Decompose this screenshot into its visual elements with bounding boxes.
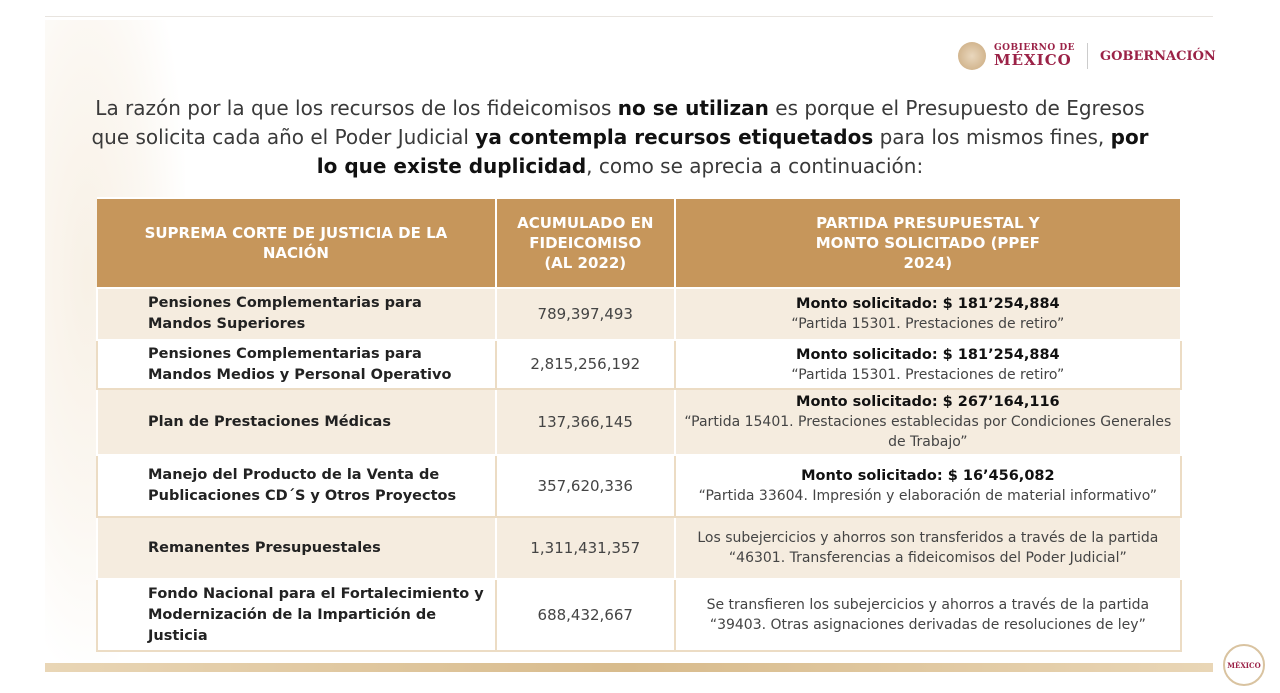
accumulated-amount: 2,815,256,192: [496, 340, 675, 389]
accumulated-amount: 789,397,493: [496, 288, 675, 340]
partida-cell: [675, 389, 1181, 455]
intro-part: La razón por la que los recursos de los fideicomisos: [95, 96, 618, 120]
fideicomiso-name: Pensiones Complementarias para Mandos Medios y Personal Operativo: [97, 340, 496, 389]
fideicomiso-name: Remanentes Presupuestales: [97, 517, 496, 579]
footer-bar: [45, 663, 1213, 672]
partida-text: “Partida 15401. Prestaciones establecidas por Condiciones Generales de Trabajo”: [684, 414, 1172, 450]
corner-logo-text: MÉXICO: [1227, 660, 1261, 670]
partida-cell: [675, 517, 1181, 579]
gobierno-de-mexico-logo: [958, 42, 1216, 70]
header-partida: PARTIDA PRESUPUESTAL Y MONTO SOLICITADO (PPEF 2024): [675, 198, 1181, 288]
national-seal-icon: [958, 42, 986, 70]
table-row: [97, 579, 1181, 651]
header-acumulado: ACUMULADO EN FIDEICOMISO (AL 2022): [496, 198, 675, 288]
partida-text: “Partida 15301. Prestaciones de retiro”: [791, 366, 1065, 383]
fideicomiso-name: Manejo del Producto de la Venta de Publicaciones CD´S y Otros Proyectos: [97, 455, 496, 517]
partida-text: “Partida 15301. Prestaciones de retiro”: [791, 316, 1065, 332]
intro-bold: por lo que existe duplicidad: [316, 125, 1149, 178]
monto-solicitado: Monto solicitado: $ 267’164,116: [796, 394, 1060, 410]
table-row: [97, 389, 1181, 455]
partida-cell: [675, 579, 1181, 651]
intro-bold: no se utilizan: [617, 96, 769, 120]
intro-text: [90, 94, 1150, 181]
gobernacion-label: GOBERNACIÓN: [1100, 48, 1216, 64]
logo-line2: MÉXICO: [994, 51, 1072, 69]
table-row: [97, 517, 1181, 579]
partida-cell: [675, 455, 1181, 517]
intro-part: para los mismos fines,: [873, 125, 1111, 149]
intro-part: es porque el Presupuesto de Egresos que solicita cada año el Poder Judicial: [91, 96, 1145, 149]
accumulated-amount: 357,620,336: [496, 455, 675, 517]
accumulated-amount: 137,366,145: [496, 389, 675, 455]
table-header: [97, 198, 1181, 288]
header-scjn: SUPREMA CORTE DE JUSTICIA DE LA NACIÓN: [97, 198, 496, 288]
partida-cell: [675, 340, 1181, 389]
logo-line1: GOBIERNO DE: [994, 43, 1076, 53]
table-row: [97, 455, 1181, 517]
partida-cell: [675, 288, 1181, 340]
partida-text: Se transfieren los subejercicios y ahorros a través de la partida “39403. Otras asignaciones derivadas de resoluciones de ley”: [706, 597, 1150, 633]
accumulated-amount: 1,311,431,357: [496, 517, 675, 579]
monto-solicitado: Monto solicitado: $ 181’254,884: [796, 296, 1060, 312]
fideicomiso-name: Fondo Nacional para el Fortalecimiento y Modernización de la Impartición de Justicia: [97, 579, 496, 651]
partida-text: Los subejercicios y ahorros son transferidos a través de la partida “46301. Transferencias a fideicomisos del Poder Judicial”: [697, 530, 1159, 566]
accumulated-amount: 688,432,667: [496, 579, 675, 651]
table-row: [97, 288, 1181, 340]
fideicomiso-name: Pensiones Complementarias para Mandos Superiores: [97, 288, 496, 340]
monto-solicitado: Monto solicitado: $ 181’254,884: [796, 346, 1060, 363]
logo-divider: [1087, 43, 1088, 69]
monto-solicitado: Monto solicitado: $ 16’456,082: [801, 468, 1055, 484]
mexico-corner-logo: [1223, 644, 1265, 686]
gobierno-text: [994, 44, 1075, 68]
fideicomiso-name: Plan de Prestaciones Médicas: [97, 389, 496, 455]
table-row: [97, 340, 1181, 389]
intro-part: , como se aprecia a continuación:: [586, 154, 924, 178]
intro-bold: ya contempla recursos etiquetados: [475, 125, 874, 149]
fideicomisos-table: [96, 197, 1182, 652]
partida-text: “Partida 33604. Impresión y elaboración de material informativo”: [698, 488, 1158, 504]
